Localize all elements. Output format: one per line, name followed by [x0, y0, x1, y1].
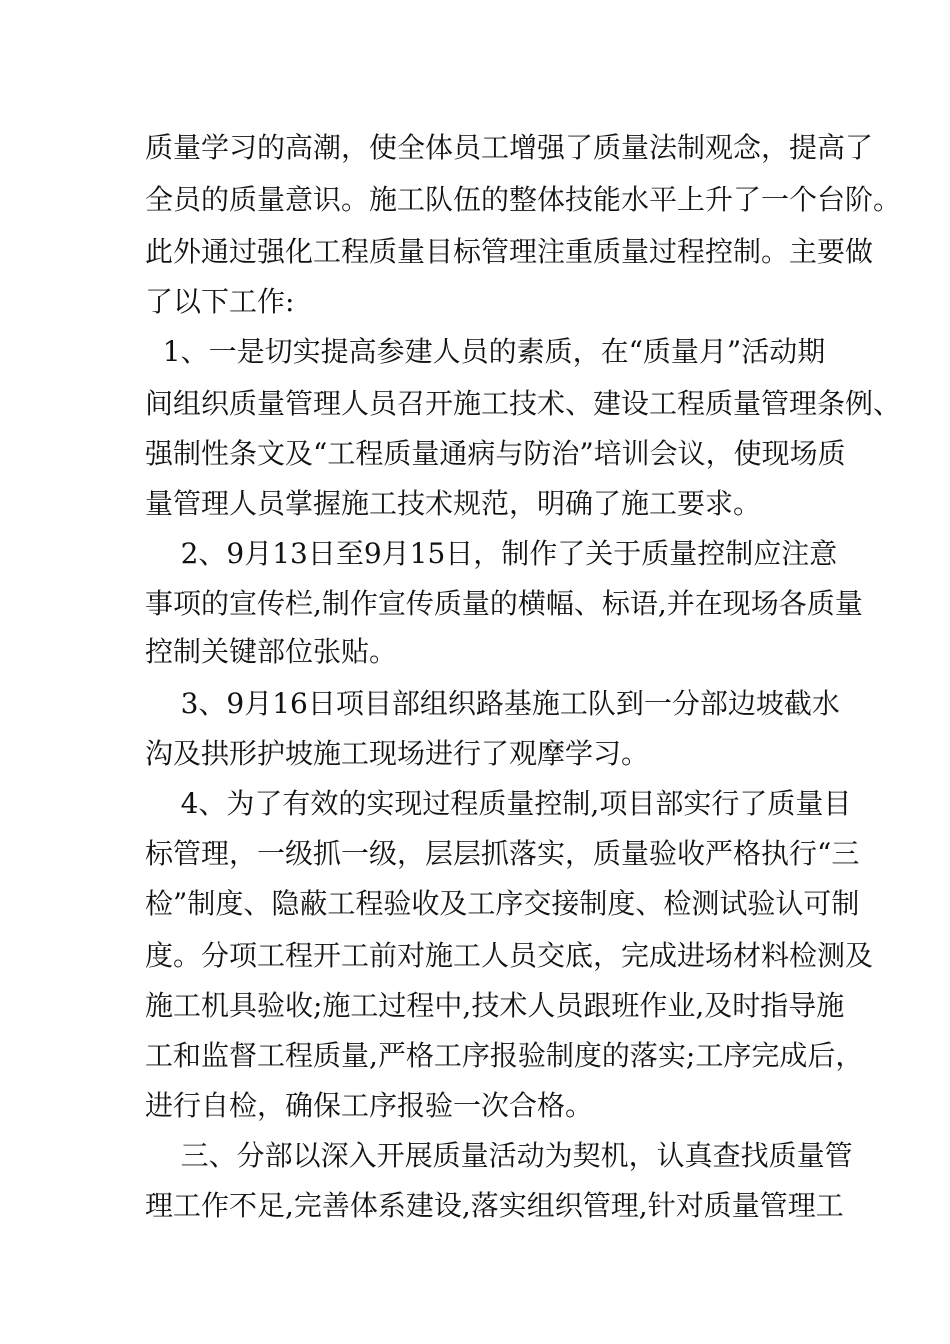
text-line: 三、分部以深入开展质量活动为契机，认真查找质量管 [145, 1139, 853, 1172]
text-line: 质量学习的高潮，使全体员工增强了质量法制观念，提高了 [145, 131, 874, 164]
text-line: 间组织质量管理人员召开施工技术、建设工程质量管理条例、 [145, 387, 902, 420]
text-line: 了以下工作: [145, 285, 295, 318]
text-line: 理工作不足,完善体系建设,落实组织管理,针对质量管理工 [145, 1189, 844, 1222]
text-line: 工和监督工程质量,严格工序报验制度的落实;工序完成后， [145, 1039, 864, 1072]
text-line: 检”制度、隐蔽工程验收及工序交接制度、检测试验认可制 [145, 887, 860, 920]
text-line: 2、9月13日至9月15日，制作了关于质量控制应注意 [145, 537, 838, 570]
text-line: 进行自检，确保工序报验一次合格。 [145, 1089, 594, 1122]
text-line: 控制关键部位张贴。 [145, 635, 398, 668]
text-line: 沟及拱形护坡施工现场进行了观摩学习。 [145, 737, 650, 770]
text-line: 事项的宣传栏,制作宣传质量的横幅、标语,并在现场各质量 [145, 587, 863, 620]
text-line: 度。分项工程开工前对施工人员交底，完成进场材料检测及 [145, 939, 874, 972]
text-line: 1、一是切实提高参建人员的素质，在“质量月”活动期 [145, 335, 826, 368]
text-line: 4、为了有效的实现过程质量控制,项目部实行了质量目 [145, 787, 852, 820]
text-line: 强制性条文及“工程质量通病与防治”培训会议，使现场质 [145, 437, 846, 470]
text-line: 3、9月16日项目部组织路基施工队到一分部边坡截水 [145, 687, 840, 720]
text-line: 此外通过强化工程质量目标管理注重质量过程控制。主要做 [145, 235, 874, 268]
text-line: 标管理，一级抓一级，层层抓落实，质量验收严格执行“三 [145, 837, 860, 870]
text-line: 全员的质量意识。施工队伍的整体技能水平上升了一个台阶。 [145, 183, 902, 216]
text-line: 量管理人员掌握施工技术规范，明确了施工要求。 [145, 487, 762, 520]
text-line: 施工机具验收;施工过程中,技术人员跟班作业,及时指导施 [145, 989, 845, 1022]
